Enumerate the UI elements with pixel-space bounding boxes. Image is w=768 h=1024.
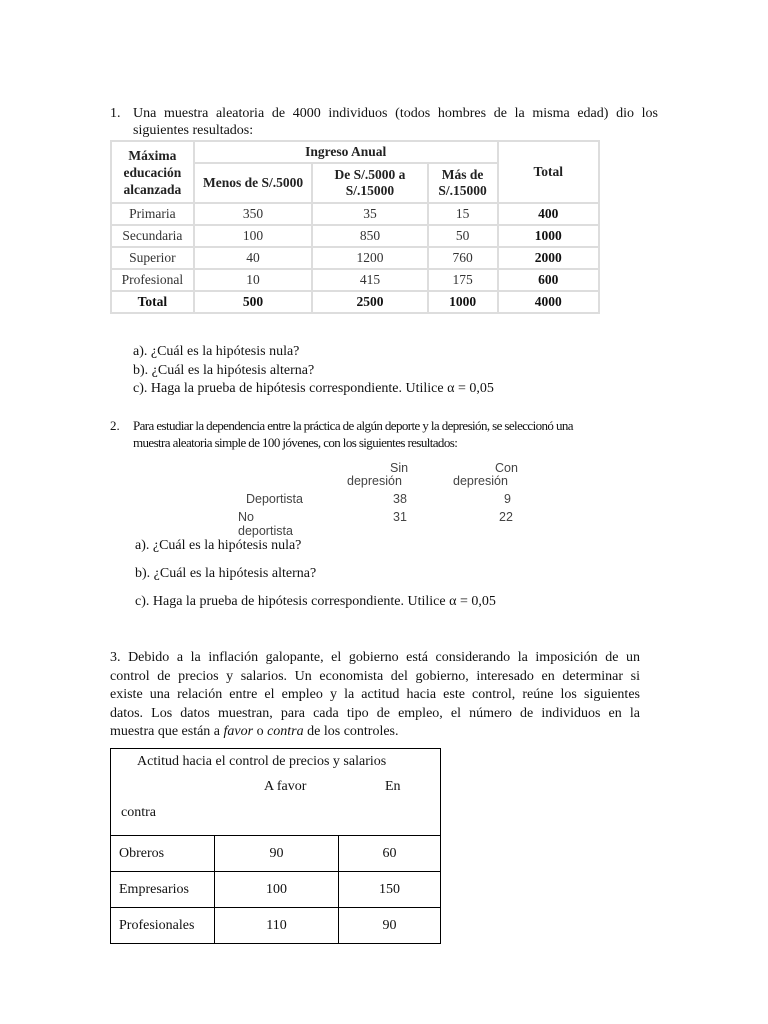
cell: 9 (504, 492, 511, 506)
header-col1: Menos de S/.5000 (194, 163, 312, 203)
q3-line: control de precios y salarios. Un economista del gobierno, interesado en determinar si (110, 668, 640, 684)
header-education: Máxima educación alcanzada (111, 141, 194, 203)
cell: 10 (194, 269, 312, 291)
cell: 1200 (312, 247, 427, 269)
header-sin-depresion: depresión (347, 474, 402, 488)
cell: 500 (194, 291, 312, 313)
table-row (111, 872, 441, 908)
q3-line: o (253, 724, 268, 739)
q1-text-line1: Una muestra aleatoria de 4000 individuos (todos hombres de la misma edad) dio los (133, 106, 658, 121)
q1-question-c: c). Haga la prueba de hipótesis correspondiente. Utilice α = 0,05 (133, 381, 494, 396)
header-col2: De S/.5000 a S/.15000 (312, 163, 427, 203)
header-total: Total (498, 141, 599, 203)
q1-text-line2: siguientes resultados: (133, 123, 254, 138)
q2-question-a: a). ¿Cuál es la hipótesis nula? (135, 538, 302, 553)
header-sin: Sin (390, 461, 409, 475)
header-ingreso: Ingreso Anual (194, 141, 498, 163)
row-label: Secundaria (111, 225, 194, 247)
q1-question-a: a). ¿Cuál es la hipótesis nula? (133, 344, 300, 359)
cell: 150 (339, 872, 441, 908)
cell: 400 (498, 203, 599, 225)
q2-question-b: b). ¿Cuál es la hipótesis alterna? (135, 566, 317, 581)
header-col3: Más de S/.15000 (428, 163, 498, 203)
q1-question-b: b). ¿Cuál es la hipótesis alterna? (133, 363, 315, 378)
row-label: Profesional (111, 269, 194, 291)
cell: 600 (498, 269, 599, 291)
cell: 1000 (428, 291, 498, 313)
table-row (111, 247, 599, 269)
q3-table-header (111, 749, 441, 836)
cell: 60 (339, 836, 441, 872)
cell: 15 (428, 203, 498, 225)
cell: 760 (428, 247, 498, 269)
table-row (111, 836, 441, 872)
row-label: Primaria (111, 203, 194, 225)
q3-line: 3. Debido a la inflación galopante, el gobierno está considerando la imposición de un (110, 650, 640, 665)
favor-word: favor (223, 724, 254, 739)
q3-line: datos. Los datos muestran, para cada tipo de empleo, el número de individuos en la (110, 705, 640, 721)
row-label: Profesionales (111, 908, 215, 944)
cell: 22 (499, 510, 513, 524)
cell: 90 (215, 836, 339, 872)
row-label: Obreros (111, 836, 215, 872)
header-con-depresion: depresión (453, 474, 508, 488)
cell: 35 (312, 203, 427, 225)
row-label: Empresarios (111, 872, 215, 908)
contra-word: contra (267, 724, 304, 739)
header-favor: A favor (264, 779, 307, 794)
row-label: No deportista (238, 510, 293, 538)
table-row (111, 225, 599, 247)
cell: 4000 (498, 291, 599, 313)
q2-question-c: c). Haga la prueba de hipótesis correspondiente. Utilice α = 0,05 (135, 594, 496, 609)
cell: 50 (428, 225, 498, 247)
table-row (111, 291, 599, 313)
table-row (111, 908, 441, 944)
row-label: Deportista (246, 492, 303, 506)
cell: 38 (393, 492, 407, 506)
q3-table (110, 748, 441, 944)
q1-number: 1. (110, 106, 121, 121)
header-con: Con (495, 461, 518, 475)
cell: 175 (428, 269, 498, 291)
q3-line: muestra que están a (110, 724, 224, 739)
row-label: Superior (111, 247, 194, 269)
cell: 40 (194, 247, 312, 269)
row-label: Total (111, 291, 194, 313)
cell: 100 (194, 225, 312, 247)
q2-text-line1: Para estudiar la dependencia entre la práctica de algún deporte y la depresión, se seleccionó una (133, 418, 573, 433)
cell: 2000 (498, 247, 599, 269)
q3-text (110, 649, 640, 742)
table-row (111, 269, 599, 291)
cell: 415 (312, 269, 427, 291)
q2-text-line2: muestra aleatoria simple de 100 jóvenes, con los siguientes resultados: (133, 435, 458, 450)
cell: 100 (215, 872, 339, 908)
cell: 31 (393, 510, 407, 524)
q3-line: existe una relación entre el empleo y la actitud hacia este control, reúne los siguientes (110, 687, 640, 702)
cell: 1000 (498, 225, 599, 247)
q2-number: 2. (110, 418, 120, 433)
q3-line: de los controles. (303, 724, 399, 739)
cell: 90 (339, 908, 441, 944)
cell: 110 (215, 908, 339, 944)
cell: 850 (312, 225, 427, 247)
q1-table (110, 140, 600, 314)
header-contra: contra (121, 805, 156, 820)
table-title: Actitud hacia el control de precios y salarios (137, 754, 387, 769)
table-row (111, 203, 599, 225)
cell: 350 (194, 203, 312, 225)
cell: 2500 (312, 291, 427, 313)
header-en: En (385, 779, 401, 794)
